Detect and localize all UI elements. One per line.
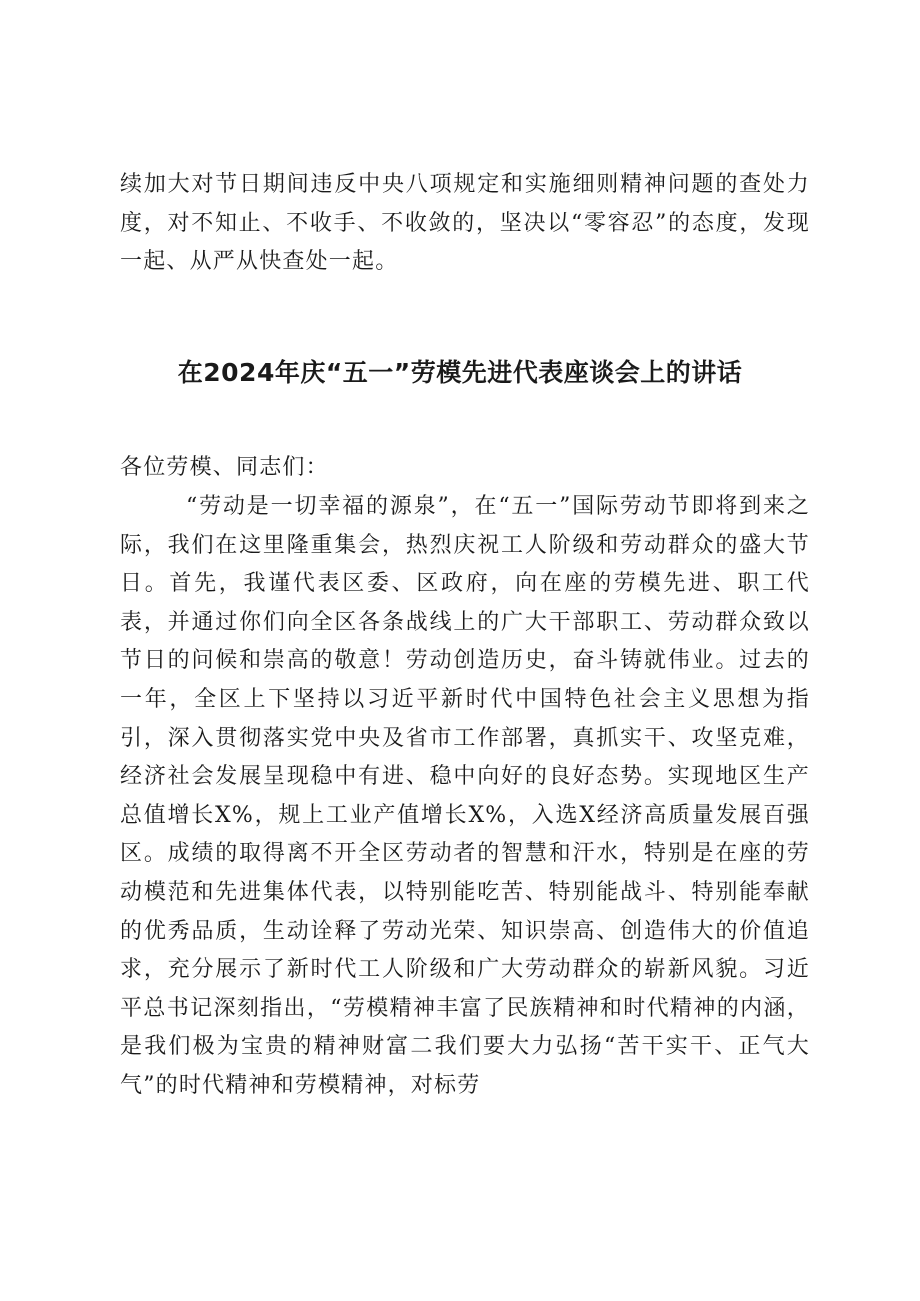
greeting-line: 各位劳模、同志们：	[120, 455, 329, 480]
body-paragraph: “劳动是一切幸福的源泉”，在“五一”国际劳动节即将到来之际，我们在这里隆重集会，热烈庆祝工人阶级和劳动群众的盛大节日。首先，我谨代表区委、区政府，向在座的劳模先进、职工代表，并通过你们向全区各条战线上的广大干部职工、劳动群众致以节日的问候和崇高的敬意！劳动创造历史，奋斗铸就伟业。过去的一年，全区上下坚持以习近平新时代中国特色社会主义思想为指引，深入贯彻落实党中央及省市工作部署，真抓实干、攻坚克难，经济社会发展呈现稳中有进、稳中向好的良好态势。实现地区生产总值增长X%，规上工业产值增长X%，入选X经济高质量发展百强区。成绩的取得离不开全区劳动者的智慧和汗水，特别是在座的劳动模范和先进集体代表，以特别能吃苦、特别能战斗、特别能奉献的优秀品质，生动诠释了劳动光荣、知识崇高、创造伟大的价值追求，充分展示了新时代工人阶级和广大劳动群众的崭新风貌。习近平总书记深刻指出，“劳模精神丰富了民族精神和时代精神的内涵，是我们极为宝贵的精神财富二我们要大力弘扬“苦干实干、正气大气”的时代精神和劳模精神，对标劳	[120, 494, 810, 1098]
intro-paragraph: 续加大对节日期间违反中央八项规定和实施细则精神问题的查处力度，对不知止、不收手、不收敛的，坚决以“零容忍”的态度，发现一起、从严从快查处一起。	[120, 172, 810, 275]
speech-title: 在2024年庆“五一”劳模先进代表座谈会上的讲话	[177, 358, 743, 387]
